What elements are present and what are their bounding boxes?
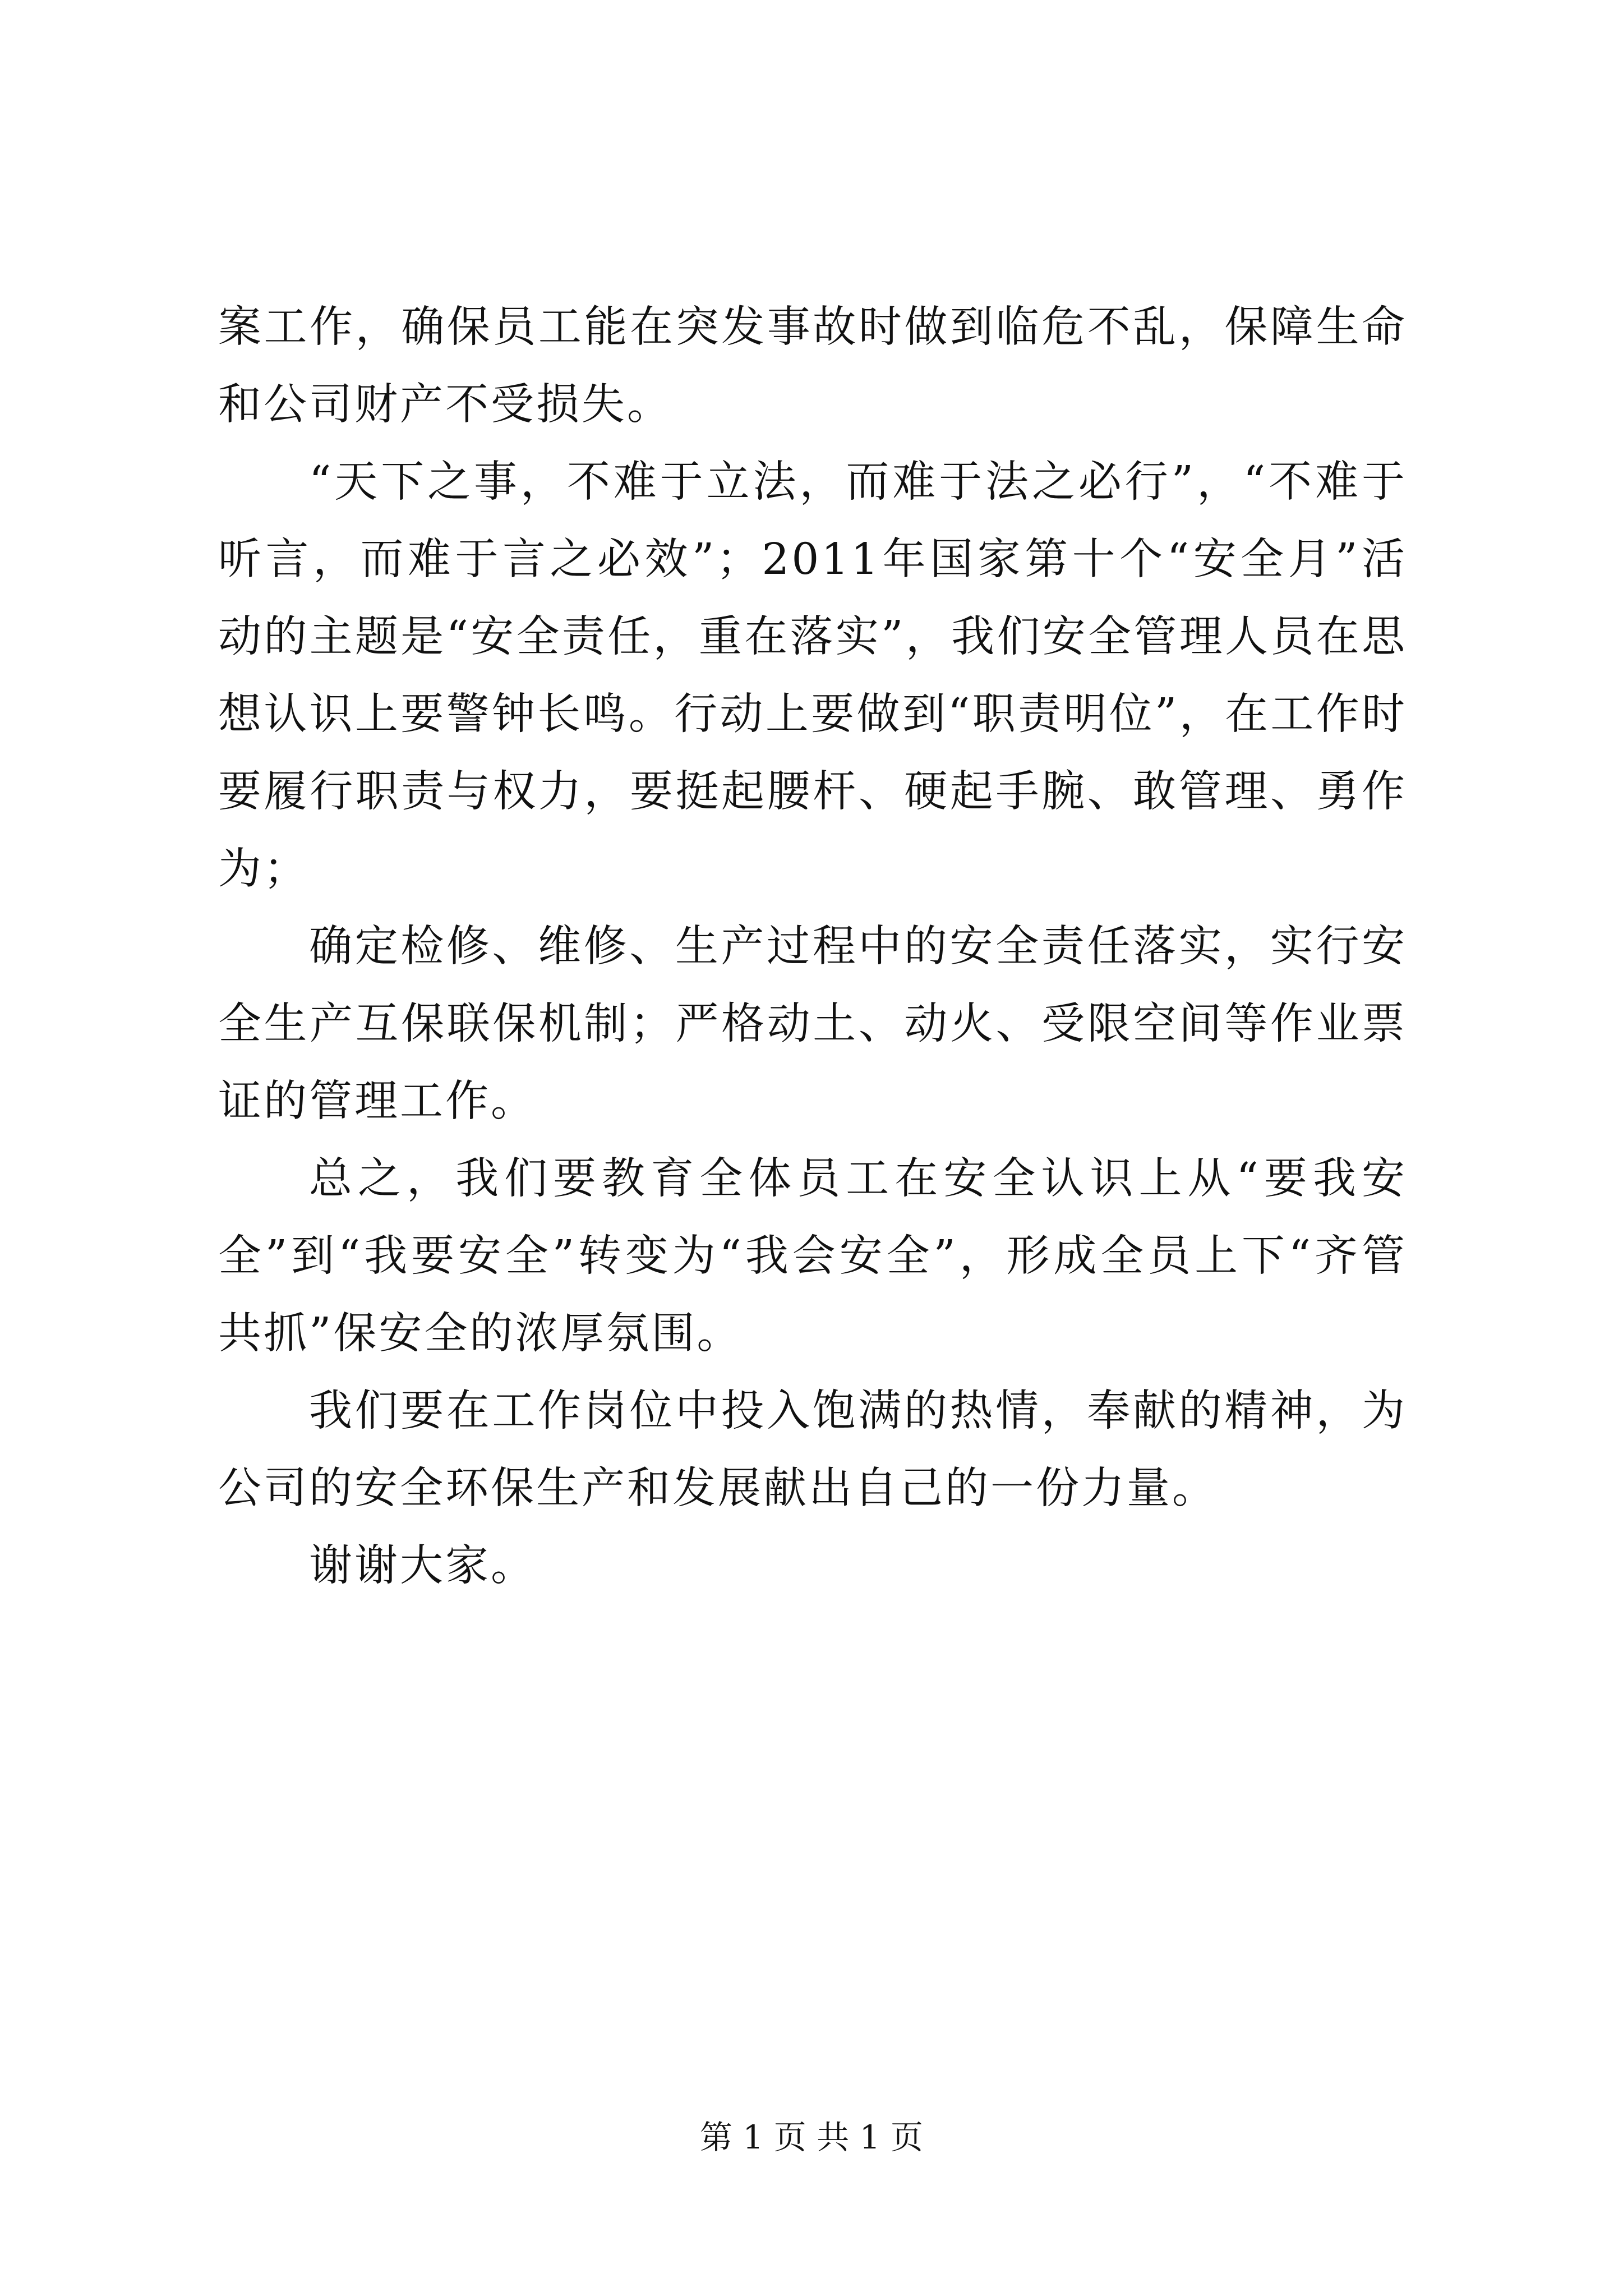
paragraph-commitment: 我们要在工作岗位中投入饱满的热情，奉献的精神，为公司的安全环保生产和发展献出自己的一份力量。 — [218, 1386, 1407, 1513]
paragraph-continuation: 案工作，确保员工能在突发事故时做到临危不乱，保障生命和公司财产不受损失。 — [218, 302, 1407, 430]
paragraph-thanks: 谢谢大家。 — [309, 1541, 536, 1591]
paragraph-responsibility: 确定检修、维修、生产过程中的安全责任落实，实行安全生产互保联保机制；严格动土、动火、受限空间等作业票证的管理工作。 — [218, 922, 1407, 1126]
paragraph-quote-theme: “天下之事，不难于立法，而难于法之必行”，“不难于听言，而难于言之必效”；2011年国家第十个“安全月”活动的主题是“安全责任，重在落实”，我们安全管理人员在思想认识上要警钟长鸣。行动上要做到“职责明位”，在工作时要履行职责与权力，要挺起腰杆、硬起手腕、敢管理、勇作为； — [218, 457, 1407, 894]
paragraph-conclusion: 总之，我们要教育全体员工在安全认识上从“要我安全”到“我要安全”转变为“我会安全”，形成全员上下“齐管共抓”保安全的浓厚氛围。 — [218, 1154, 1407, 1359]
page-number-footer: 第 1 页 共 1 页 — [700, 2118, 923, 2156]
document-body — [218, 289, 1407, 1605]
